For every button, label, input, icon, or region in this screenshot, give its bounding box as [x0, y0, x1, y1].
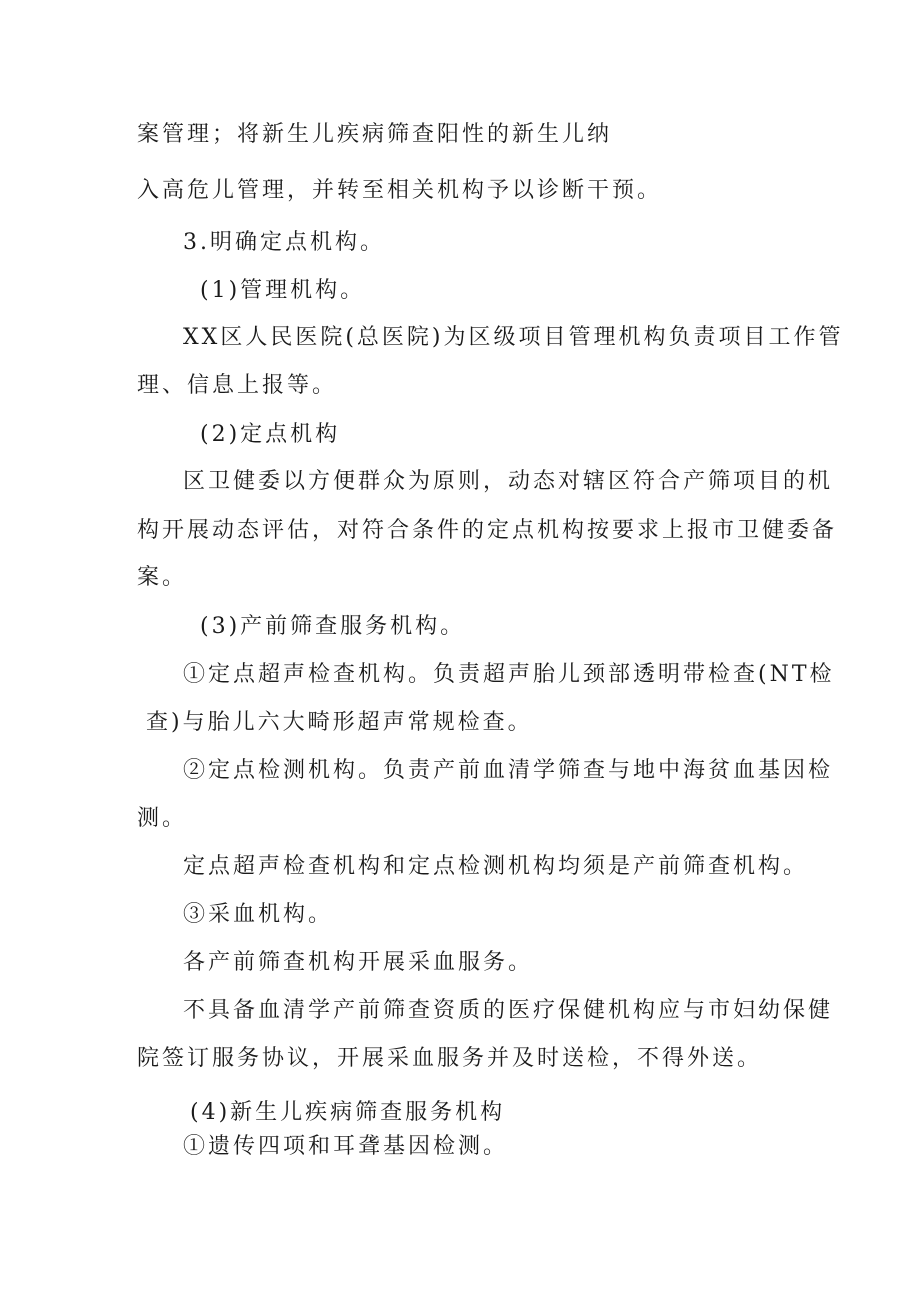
text-line-ultrasound-1: ①定点超声检查机构。负责超声胎儿颈部透明带检查(NT检: [183, 662, 835, 687]
text-line-blood-service: 各产前筛查机构开展采血服务。: [183, 950, 534, 975]
subheading-prenatal-screening: (3)产前筛查服务机构。: [200, 614, 466, 639]
subheading-management-institution: (1)管理机构。: [200, 278, 366, 303]
text-line-1: 案管理；将新生儿疾病筛查阳性的新生儿纳: [137, 122, 613, 147]
subheading-designated-institution: (2)定点机构: [200, 422, 341, 447]
text-line-designated-1: 区卫健委以方便群众为原则，动态对辖区符合产筛项目的机: [183, 469, 834, 494]
text-line-testing-1: ②定点检测机构。负责产前血清学筛查与地中海贫血基因检: [183, 758, 834, 783]
text-line-requirement: 定点超声检查机构和定点检测机构均须是产前筛查机构。: [183, 854, 809, 879]
text-line-2: 入高危儿管理，并转至相关机构予以诊断干预。: [137, 178, 663, 203]
text-line-ultrasound-2: 查)与胎儿六大畸形超声常规检查。: [146, 710, 533, 735]
text-line-designated-2: 构开展动态评估，对符合条件的定点机构按要求上报市卫健委备: [137, 518, 838, 543]
text-line-designated-3: 案。: [137, 565, 188, 590]
text-line-management-1: XX区人民医院(总医院)为区级项目管理机构负责项目工作管: [183, 325, 844, 350]
text-line-blood-collection: ③采血机构。: [183, 902, 334, 927]
subheading-newborn-screening: (4)新生儿疾病筛查服务机构: [190, 1100, 506, 1125]
text-line-qualification-2: 院签订服务协议，开展采血服务并及时送检，不得外送。: [137, 1046, 763, 1071]
text-line-management-2: 理、信息上报等。: [137, 373, 338, 398]
text-line-qualification-1: 不具备血清学产前筛查资质的医疗保健机构应与市妇幼保健: [183, 998, 834, 1023]
text-line-testing-2: 测。: [137, 806, 188, 831]
text-line-genetic-testing: ①遗传四项和耳聋基因检测。: [183, 1134, 509, 1159]
section-heading-3: 3.明确定点机构。: [183, 230, 385, 255]
